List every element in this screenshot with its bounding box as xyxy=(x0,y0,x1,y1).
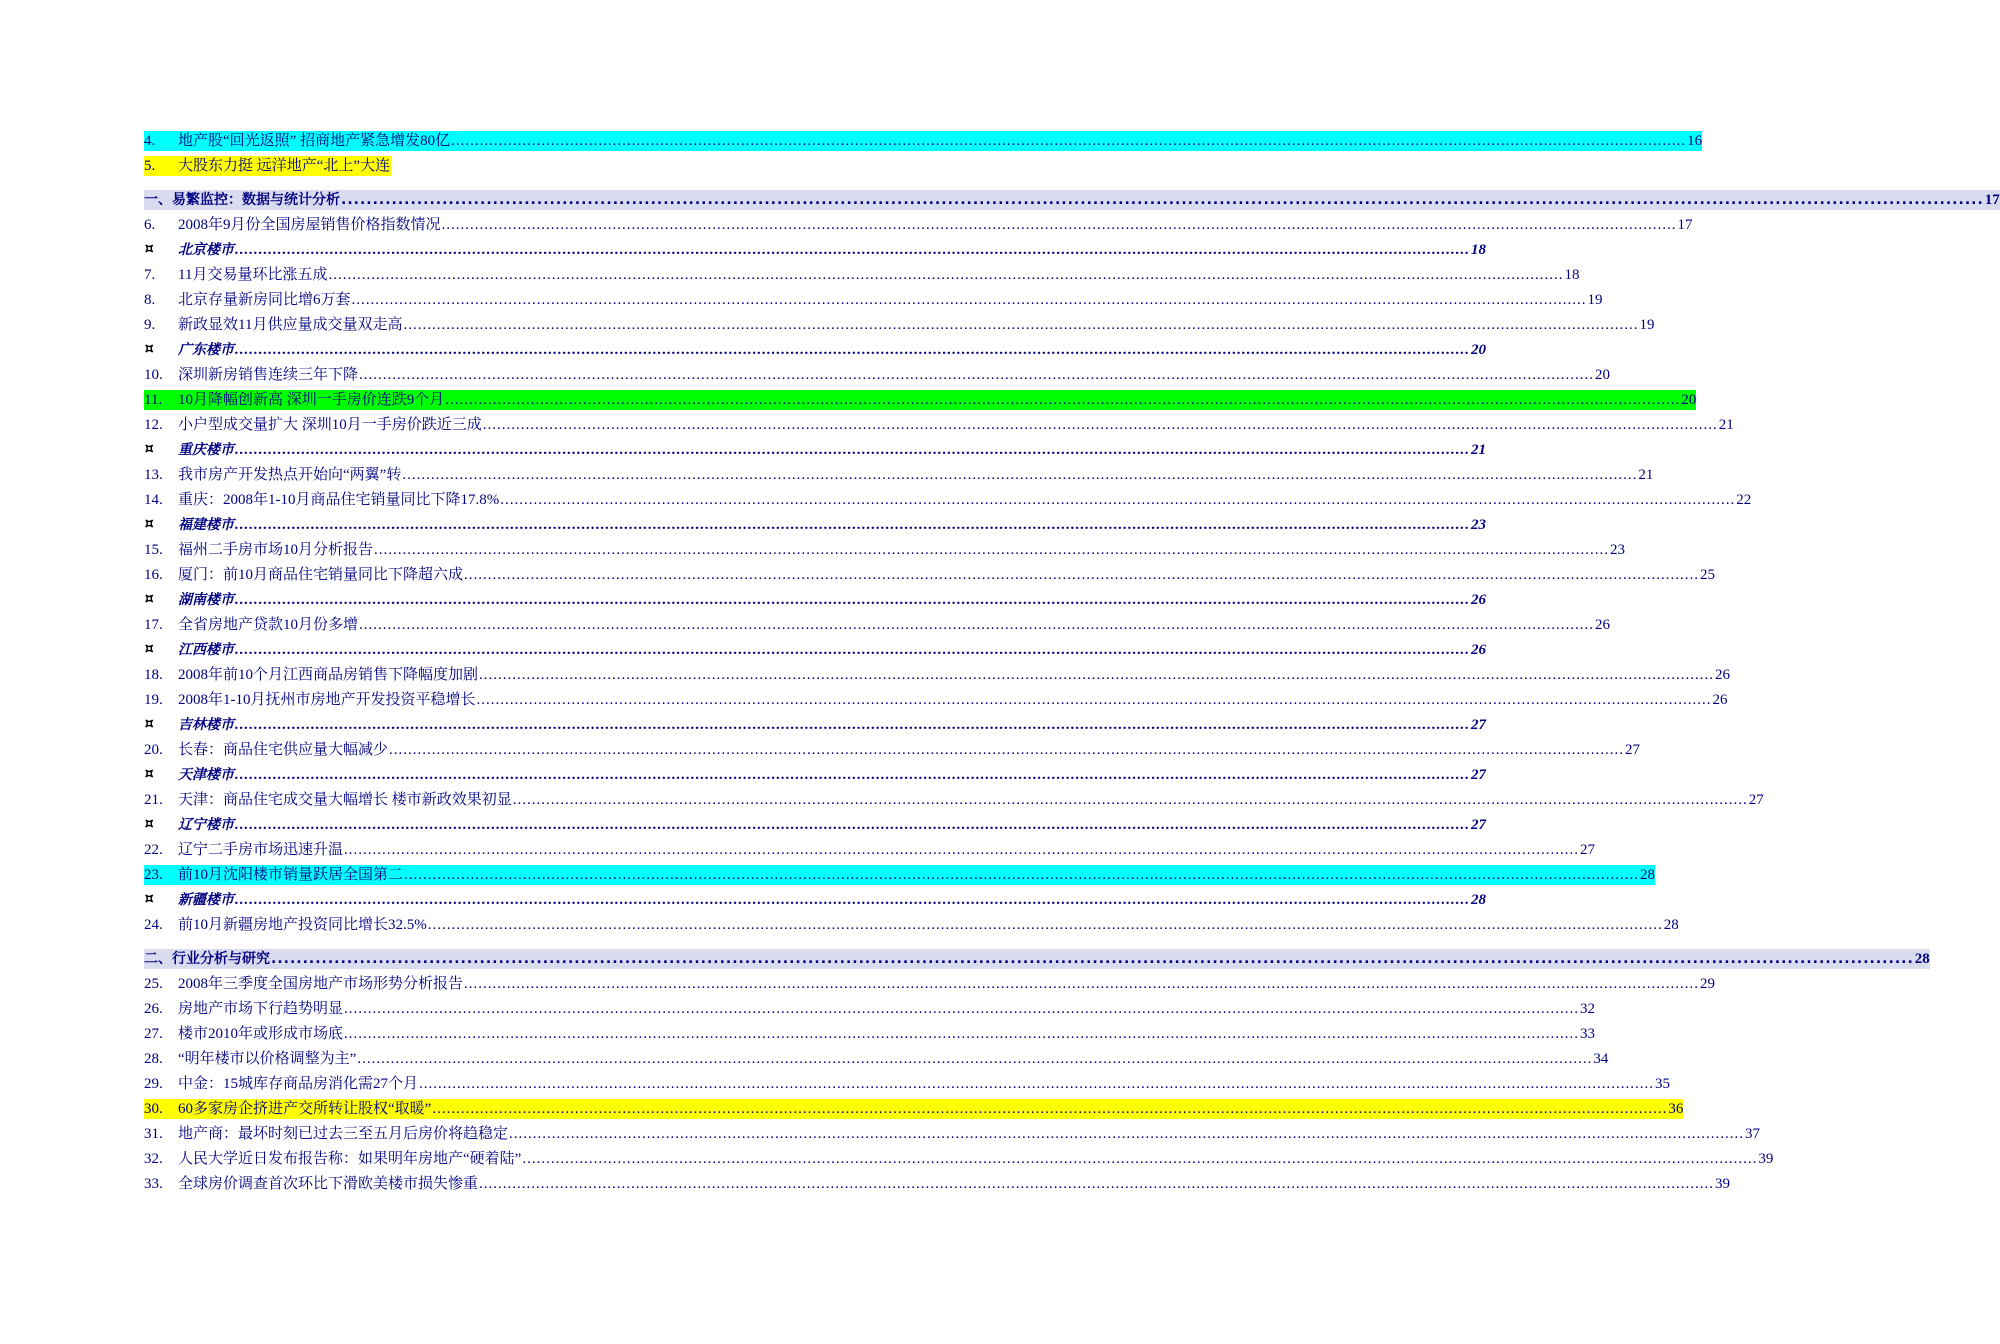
toc-entry[interactable] xyxy=(144,1069,1671,1094)
subheading-title: 吉林楼市 xyxy=(178,717,234,733)
dot-leader: .................................................................................................................................................................................................................................................................... xyxy=(427,917,1663,933)
entry-page-number: 35 xyxy=(1655,1076,1671,1092)
entry-page-number: 23 xyxy=(1471,517,1486,533)
dot-leader: .................................................................................................................................................................................................................................................................... xyxy=(441,217,1677,233)
entry-title: 人民大学近日发布报告称：如果明年房地产“硬着陆” xyxy=(178,1151,522,1167)
subheading-title: 江西楼市 xyxy=(178,642,234,658)
entry-number: 20. xyxy=(144,742,163,758)
entry-page-number: 21 xyxy=(1638,467,1654,483)
dot-leader: .................................................................................................................................................................................................................................................................... xyxy=(464,567,1700,583)
subheading-title: 重庆楼市 xyxy=(178,442,234,458)
dot-leader: .................................................................................................................................................................................................................................................................... xyxy=(359,367,1595,383)
flower-bullet-icon: ⯏ xyxy=(144,592,155,607)
toc-entry[interactable] xyxy=(144,685,1728,710)
subheading-title: 湖南楼市 xyxy=(178,592,234,608)
dot-leader: .................................................................................................................................................................................................................................................................... xyxy=(235,717,1470,733)
entry-title: 10月降幅创新高 深圳一手房价连跌9个月 xyxy=(178,392,445,408)
entry-title: 中金：15城库存商品房消化需27个月 xyxy=(178,1076,419,1092)
dot-leader: .................................................................................................................................................................................................................................................................... xyxy=(351,292,1587,308)
toc-entry[interactable] xyxy=(144,535,1626,560)
entry-number: 8. xyxy=(144,292,156,308)
dot-leader: .................................................................................................................................................................................................................................................................... xyxy=(500,492,1736,508)
toc-entry[interactable] xyxy=(144,1144,1774,1169)
toc-block-a xyxy=(144,126,1703,176)
toc-entry[interactable] xyxy=(144,860,1656,885)
entry-number: 25. xyxy=(144,976,163,992)
dot-leader: .................................................................................................................................................................................................................................................................... xyxy=(357,1051,1593,1067)
entry-title: “明年楼市以价格调整为主” xyxy=(178,1051,357,1067)
subheading-title: 广东楼市 xyxy=(178,342,234,358)
toc-entry[interactable] xyxy=(144,560,1716,585)
dot-leader: .................................................................................................................................................................................................................................................................... xyxy=(374,542,1610,558)
flower-bullet-icon: ⯏ xyxy=(144,817,155,832)
dot-leader: .................................................................................................................................................................................................................................................................... xyxy=(479,667,1715,683)
flower-bullet-icon: ⯏ xyxy=(144,717,155,732)
toc-subheading[interactable] xyxy=(144,710,1486,735)
entry-title: 重庆：2008年1-10月商品住宅销量同比下降17.8% xyxy=(178,492,500,508)
dot-leader: .................................................................................................................................................................................................................................................................... xyxy=(328,267,1564,283)
toc-subheading[interactable] xyxy=(144,885,1486,910)
dot-leader: .................................................................................................................................................................................................................................................................... xyxy=(235,817,1470,833)
dot-leader: .................................................................................................................................................................................................................................................................... xyxy=(432,1101,1668,1117)
entry-page-number: 20 xyxy=(1471,342,1486,358)
dot-leader: .................................................................................................................................................................................................................................................................... xyxy=(344,1026,1580,1042)
dot-leader: .................................................................................................................................................................................................................................................................... xyxy=(419,1076,1655,1092)
toc-entry[interactable] xyxy=(144,285,1603,310)
section-title: 二、行业分析与研究 xyxy=(144,951,270,967)
toc-subheading[interactable] xyxy=(144,235,1486,260)
entry-page-number: 19 xyxy=(1639,317,1655,333)
dot-leader: .................................................................................................................................................................................................................................................................... xyxy=(271,951,1914,967)
entry-number: 30. xyxy=(144,1099,178,1119)
entry-title: 新政显效11月供应量成交量双走高 xyxy=(178,317,403,333)
entry-page-number: 27 xyxy=(1748,792,1764,808)
entry-title: 福州二手房市场10月分析报告 xyxy=(178,542,374,558)
toc-entry[interactable] xyxy=(144,460,1654,485)
entry-title: 深圳新房销售连续三年下降 xyxy=(178,367,359,383)
dot-leader: .................................................................................................................................................................................................................................................................... xyxy=(344,842,1580,858)
entry-title: 11月交易量环比涨五成 xyxy=(178,267,328,283)
entry-page-number: 27 xyxy=(1471,767,1486,783)
entry-title: 前10月新疆房地产投资同比增长32.5% xyxy=(178,917,427,933)
entry-title: 楼市2010年或形成市场底 xyxy=(178,1026,344,1042)
toc-subheading[interactable] xyxy=(144,335,1486,360)
entry-number: 29. xyxy=(144,1076,163,1092)
entry-number: 7. xyxy=(144,267,156,283)
entry-number: 15. xyxy=(144,542,163,558)
dot-leader: .................................................................................................................................................................................................................................................................... xyxy=(344,1001,1580,1017)
flower-bullet-icon: ⯏ xyxy=(144,767,155,782)
dot-leader: .................................................................................................................................................................................................................................................................... xyxy=(402,467,1638,483)
entry-page-number: 32 xyxy=(1580,1001,1596,1017)
dot-leader: .................................................................................................................................................................................................................................................................... xyxy=(482,417,1718,433)
dot-leader: .................................................................................................................................................................................................................................................................... xyxy=(235,517,1470,533)
toc-section-heading[interactable] xyxy=(144,935,1930,969)
entry-page-number: 28 xyxy=(1663,917,1679,933)
entry-number: 26. xyxy=(144,1001,163,1017)
toc-entry[interactable] xyxy=(144,1019,1596,1044)
entry-page-number: 39 xyxy=(1758,1151,1774,1167)
entry-page-number: 27 xyxy=(1471,817,1486,833)
entry-number: 31. xyxy=(144,1126,163,1142)
flower-bullet-icon: ⯏ xyxy=(144,892,155,907)
entry-number: 17. xyxy=(144,617,163,633)
dot-leader: .................................................................................................................................................................................................................................................................... xyxy=(389,742,1625,758)
dot-leader: .................................................................................................................................................................................................................................................................... xyxy=(464,976,1700,992)
toc-subheading[interactable] xyxy=(144,510,1486,535)
entry-page-number: 18 xyxy=(1471,242,1486,258)
dot-leader: .................................................................................................................................................................................................................................................................... xyxy=(235,242,1470,258)
toc-entry[interactable] xyxy=(144,210,1693,235)
dot-leader: .................................................................................................................................................................................................................................................................... xyxy=(359,617,1595,633)
dot-leader: .................................................................................................................................................................................................................................................................... xyxy=(235,442,1470,458)
entry-title: 大股东力挺 远洋地产“北上”大连 xyxy=(178,158,391,174)
flower-bullet-icon: ⯏ xyxy=(144,242,155,257)
toc-section-heading[interactable] xyxy=(144,176,2000,210)
entry-page-number: 36 xyxy=(1668,1101,1684,1117)
entry-page-number: 26 xyxy=(1471,642,1486,658)
toc-block-c xyxy=(144,969,1774,1194)
subheading-title: 福建楼市 xyxy=(178,517,234,533)
entry-page-number: 39 xyxy=(1715,1176,1731,1192)
entry-page-number: 21 xyxy=(1718,417,1734,433)
entry-title: 2008年9月份全国房屋销售价格指数情况 xyxy=(178,217,441,233)
entry-page-number: 20 xyxy=(1595,367,1611,383)
entry-title: 全球房价调查首次环比下滑欧美楼市损失惨重 xyxy=(178,1176,479,1192)
dot-leader: .................................................................................................................................................................................................................................................................... xyxy=(522,1151,1758,1167)
subheading-title: 北京楼市 xyxy=(178,242,234,258)
entry-title: 辽宁二手房市场迅速升温 xyxy=(178,842,344,858)
entry-page-number: 22 xyxy=(1736,492,1752,508)
toc-entry[interactable] xyxy=(144,485,1752,510)
entry-page-number: 28 xyxy=(1471,892,1486,908)
entry-number: 33. xyxy=(144,1176,163,1192)
toc-subheading[interactable] xyxy=(144,810,1486,835)
entry-number: 4. xyxy=(144,131,178,151)
entry-title: 2008年1-10月抚州市房地产开发投资平稳增长 xyxy=(178,692,476,708)
entry-number: 18. xyxy=(144,667,163,683)
subheading-title: 天津楼市 xyxy=(178,767,234,783)
toc-entry[interactable] xyxy=(144,1094,1684,1119)
toc-subheading[interactable] xyxy=(144,435,1486,460)
entry-page-number: 20 xyxy=(1681,392,1697,408)
dot-leader: .................................................................................................................................................................................................................................................................... xyxy=(512,792,1748,808)
dot-leader: .................................................................................................................................................................................................................................................................... xyxy=(235,642,1470,658)
entry-title: 2008年三季度全国房地产市场形势分析报告 xyxy=(178,976,464,992)
entry-number: 11. xyxy=(144,390,178,410)
toc-entry[interactable] xyxy=(144,785,1764,810)
toc-entry[interactable] xyxy=(144,969,1716,994)
entry-page-number: 21 xyxy=(1471,442,1486,458)
toc-entry[interactable] xyxy=(144,660,1731,685)
entry-page-number: 27 xyxy=(1625,742,1641,758)
entry-number: 32. xyxy=(144,1151,163,1167)
entry-page-number: 17 xyxy=(1677,217,1693,233)
entry-title: 房地产市场下行趋势明显 xyxy=(178,1001,344,1017)
entry-number: 5. xyxy=(144,156,178,176)
entry-number: 24. xyxy=(144,917,163,933)
entry-title: 我市房产开发热点开始向“两翼”转 xyxy=(178,467,402,483)
entry-title: 厦门：前10月商品住宅销量同比下降超六成 xyxy=(178,567,464,583)
toc-subheading[interactable] xyxy=(144,585,1486,610)
entry-number: 28. xyxy=(144,1051,163,1067)
dot-leader: .................................................................................................................................................................................................................................................................... xyxy=(476,692,1712,708)
entry-title: 前10月沈阳楼市销量跃居全国第二 xyxy=(178,867,404,883)
flower-bullet-icon: ⯏ xyxy=(144,342,155,357)
toc-subheading[interactable] xyxy=(144,760,1486,785)
dot-leader: .................................................................................................................................................................................................................................................................... xyxy=(235,892,1470,908)
entry-number: 19. xyxy=(144,692,163,708)
subheading-title: 辽宁楼市 xyxy=(178,817,234,833)
entry-page-number: 27 xyxy=(1471,717,1486,733)
toc-block-b xyxy=(144,210,1764,935)
entry-page-number: 16 xyxy=(1687,133,1703,149)
toc-entry[interactable] xyxy=(144,385,1697,410)
entry-page-number: 26 xyxy=(1715,667,1731,683)
subheading-title: 新疆楼市 xyxy=(178,892,234,908)
entry-page-number: 27 xyxy=(1580,842,1596,858)
dot-leader: .................................................................................................................................................................................................................................................................... xyxy=(235,342,1470,358)
entry-number: 12. xyxy=(144,417,163,433)
entry-title: 长春：商品住宅供应量大幅减少 xyxy=(178,742,389,758)
dot-leader: .................................................................................................................................................................................................................................................................... xyxy=(404,867,1640,883)
toc-entry[interactable] xyxy=(144,735,1641,760)
table-of-contents xyxy=(144,126,2000,1194)
entry-number: 23. xyxy=(144,865,178,885)
flower-bullet-icon: ⯏ xyxy=(144,517,155,532)
entry-title: 小户型成交量扩大 深圳10月一手房价跌近三成 xyxy=(178,417,482,433)
toc-entry[interactable] xyxy=(144,1119,1761,1144)
entry-number: 27. xyxy=(144,1026,163,1042)
entry-page-number: 26 xyxy=(1712,692,1728,708)
entry-page-number: 19 xyxy=(1587,292,1603,308)
entry-number: 21. xyxy=(144,792,163,808)
dot-leader: .................................................................................................................................................................................................................................................................... xyxy=(479,1176,1715,1192)
toc-entry[interactable] xyxy=(144,126,1703,151)
entry-page-number: 37 xyxy=(1745,1126,1761,1142)
toc-entry[interactable] xyxy=(144,151,806,176)
dot-leader: .................................................................................................................................................................................................................................................................... xyxy=(403,317,1639,333)
toc-entry[interactable] xyxy=(144,360,1611,385)
entry-title: 天津：商品住宅成交量大幅增长 楼市新政效果初显 xyxy=(178,792,512,808)
entry-title: 北京存量新房同比增6万套 xyxy=(178,292,351,308)
section-title: 一、易繁监控：数据与统计分析 xyxy=(144,192,340,208)
entry-page-number: 23 xyxy=(1610,542,1626,558)
dot-leader: .................................................................................................................................................................................................................................................................... xyxy=(235,592,1470,608)
entry-number: 22. xyxy=(144,842,163,858)
entry-page-number: 28 xyxy=(1640,867,1656,883)
entry-title: 2008年前10个月江西商品房销售下降幅度加剧 xyxy=(178,667,479,683)
entry-page-number: 26 xyxy=(1595,617,1611,633)
flower-bullet-icon: ⯏ xyxy=(144,642,155,657)
entry-title: 60多家房企挤进产交所转让股权“取暖” xyxy=(178,1101,432,1117)
entry-number: 10. xyxy=(144,367,163,383)
entry-title: 地产商：最坏时刻已过去三至五月后房价将趋稳定 xyxy=(178,1126,509,1142)
dot-leader: .................................................................................................................................................................................................................................................................... xyxy=(235,767,1470,783)
toc-entry[interactable] xyxy=(144,260,1580,285)
toc-entry[interactable] xyxy=(144,910,1679,935)
entry-page-number: 34 xyxy=(1593,1051,1609,1067)
section-page-number: 17 xyxy=(1984,192,2000,208)
toc-entry[interactable] xyxy=(144,1044,1609,1069)
entry-page-number: 25 xyxy=(1700,567,1716,583)
dot-leader: .................................................................................................................................................................................................................................................................... xyxy=(451,133,1687,149)
dot-leader: .................................................................................................................................................................................................................................................................... xyxy=(445,392,1681,408)
entry-number: 13. xyxy=(144,467,163,483)
entry-page-number: 29 xyxy=(1700,976,1716,992)
entry-page-number: 18 xyxy=(1564,267,1580,283)
entry-number: 16. xyxy=(144,567,163,583)
toc-entry[interactable] xyxy=(144,835,1596,860)
entry-page-number: 33 xyxy=(1580,1026,1596,1042)
entry-number: 14. xyxy=(144,492,163,508)
section-page-number: 28 xyxy=(1914,951,1930,967)
toc-entry[interactable] xyxy=(144,994,1596,1019)
toc-entry[interactable] xyxy=(144,1169,1731,1194)
entry-number: 6. xyxy=(144,217,156,233)
entry-title: 地产股“回光返照” 招商地产紧急增发80亿 xyxy=(178,133,451,149)
entry-number: 9. xyxy=(144,317,156,333)
toc-entry[interactable] xyxy=(144,310,1655,335)
dot-leader: .................................................................................................................................................................................................................................................................... xyxy=(509,1126,1745,1142)
dot-leader: .................................................................................................................................................................................................................................................................... xyxy=(341,192,1984,208)
toc-entry[interactable] xyxy=(144,410,1734,435)
entry-title: 全省房地产贷款10月份多增 xyxy=(178,617,359,633)
flower-bullet-icon: ⯏ xyxy=(144,442,155,457)
entry-page-number: 26 xyxy=(1471,592,1486,608)
toc-subheading[interactable] xyxy=(144,635,1486,660)
toc-entry[interactable] xyxy=(144,610,1611,635)
